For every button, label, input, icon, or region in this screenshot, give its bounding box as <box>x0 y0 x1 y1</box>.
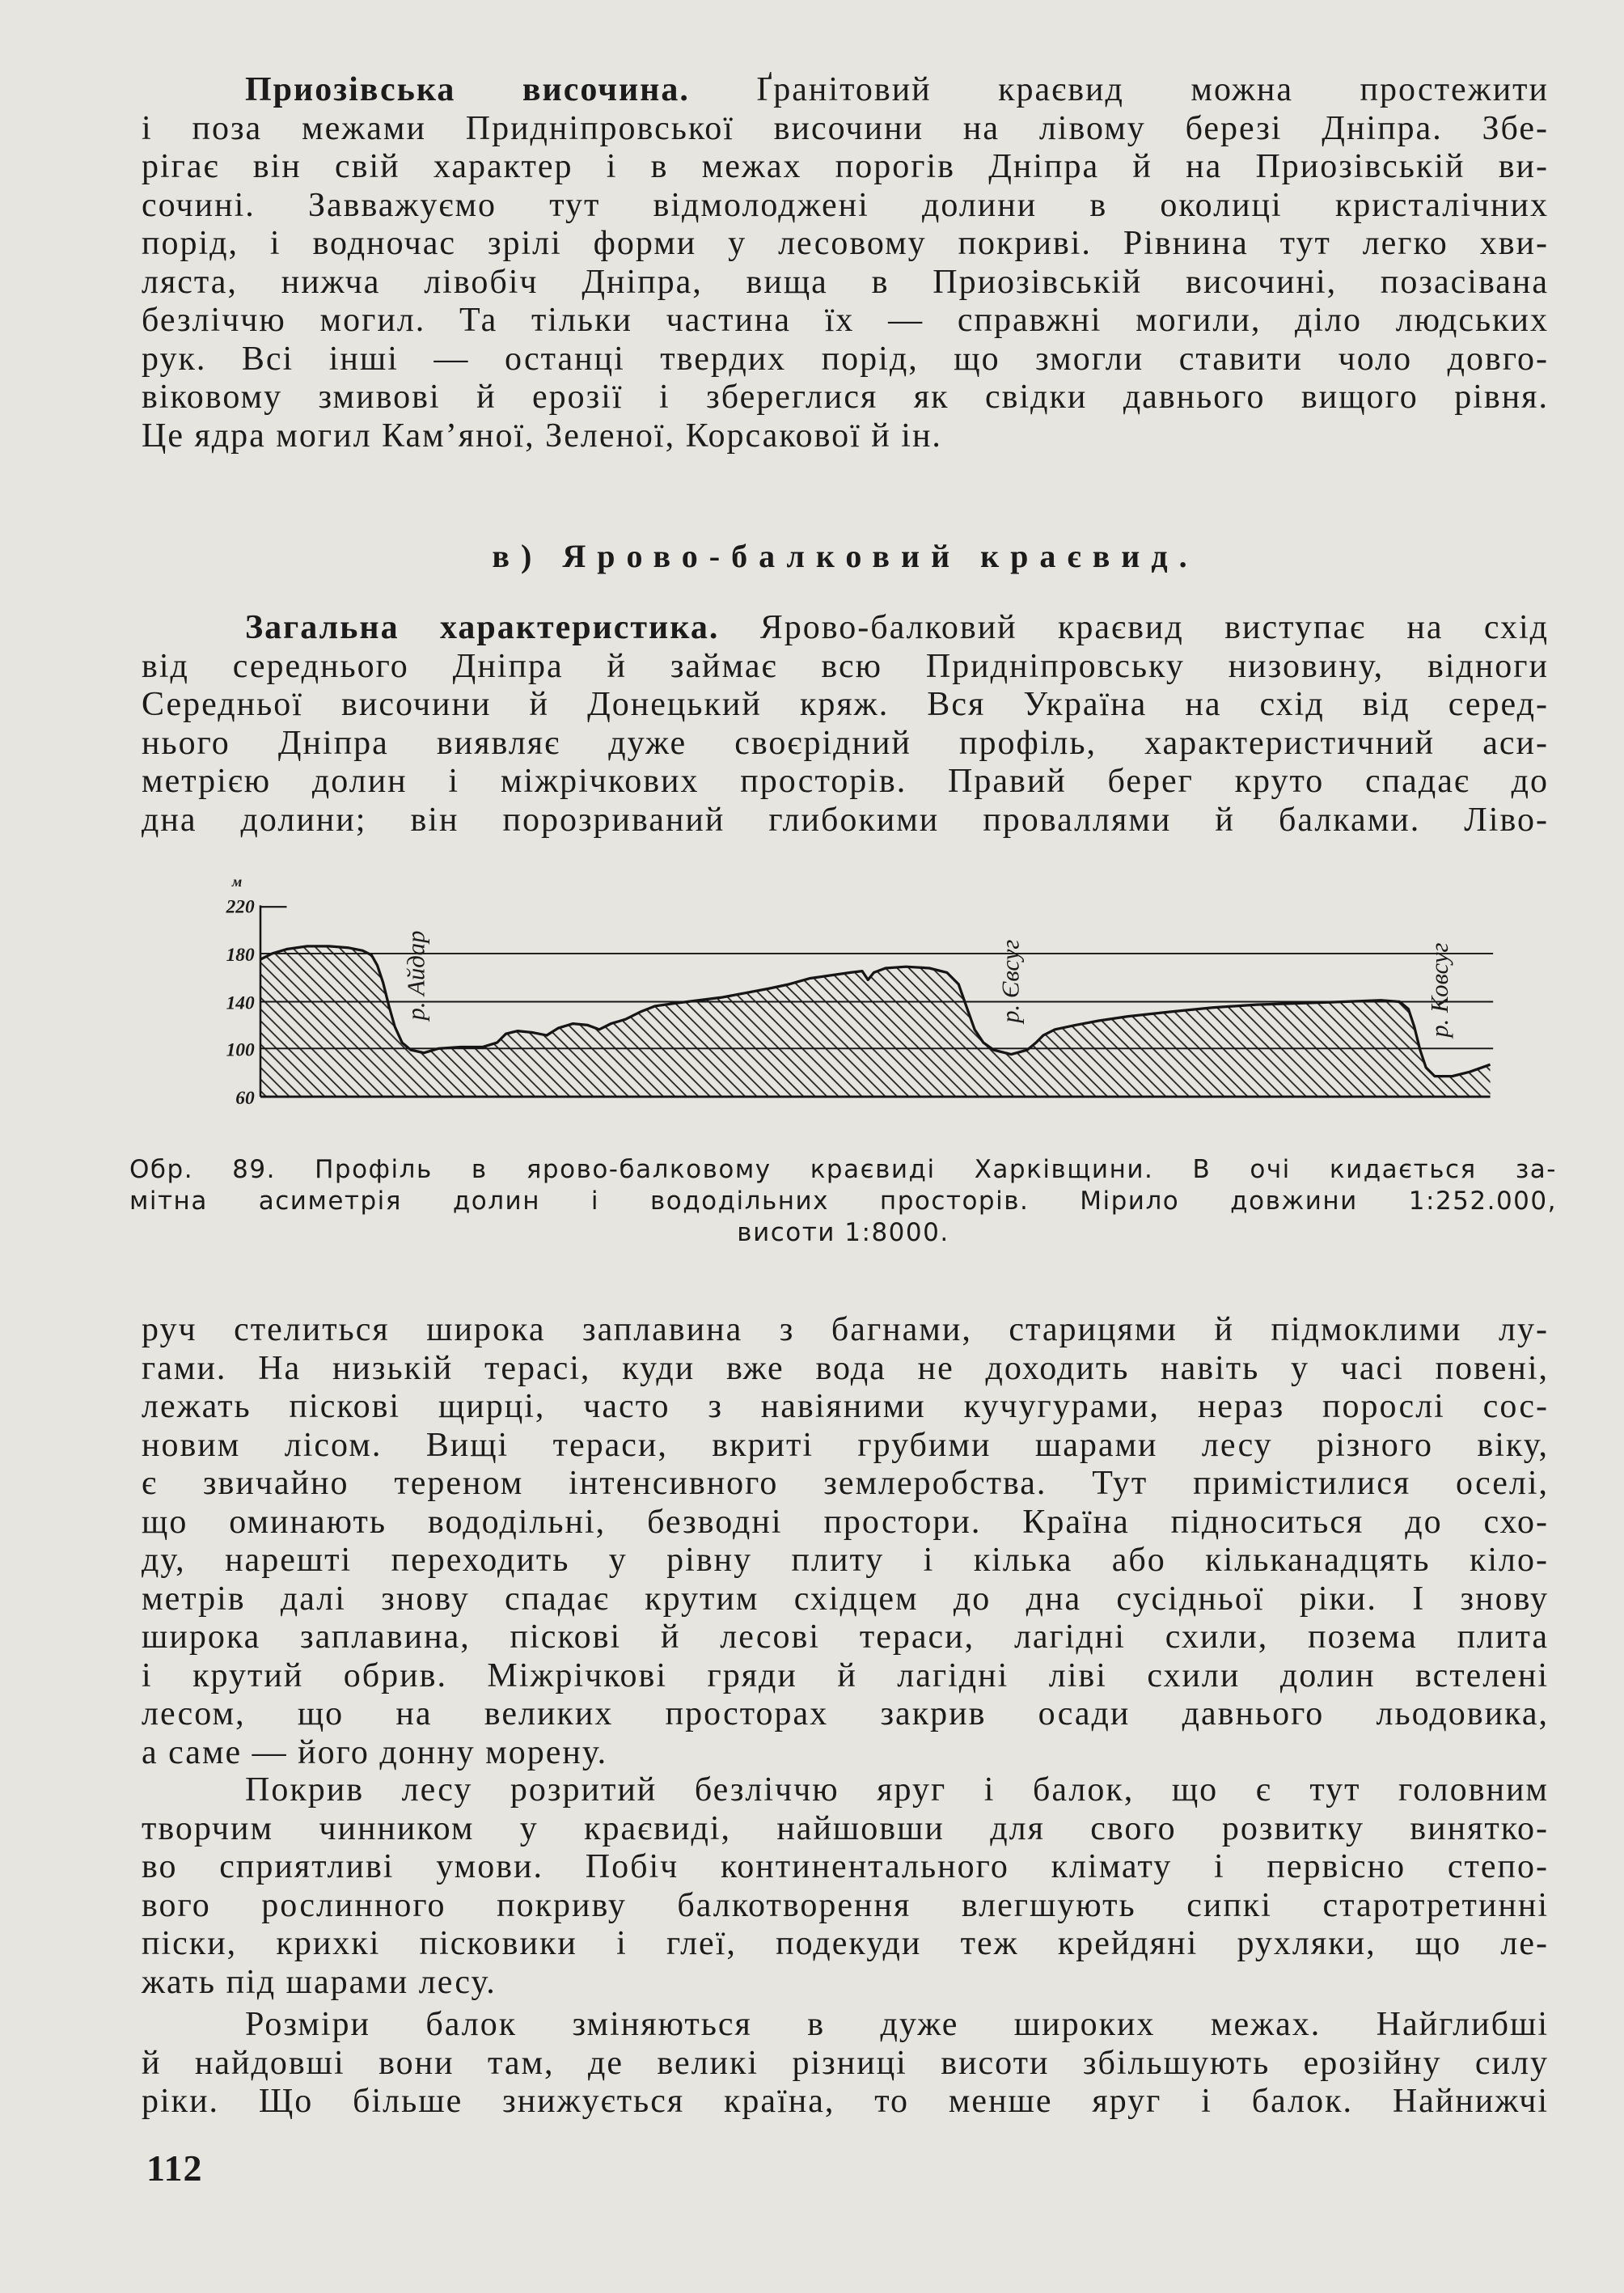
text-line: ріки. Що більше знижується країна, то менше яруг і балок. Найнижчі <box>142 2083 1549 2120</box>
text-line: сочині. Завважуємо тут відмолоджені долини в околиці кристалічних <box>142 186 1549 224</box>
text-line: руч стелиться широка заплавина з багнами, старицями й підмоклими лу- <box>142 1311 1549 1348</box>
text-line <box>142 609 1549 648</box>
text-line: і крутий обрив. Міжрічкові гряди й лагідні ліві схили долин встелені <box>142 1656 1549 1694</box>
figure-caption <box>129 1154 1557 1249</box>
section-heading: в) Ярово-балковий краєвид. <box>492 538 1199 574</box>
y-axis-unit-label: м <box>231 873 243 890</box>
text-line: широка заплавина, піскові й лесові тераси, лагідні схили, позема плита <box>142 1618 1549 1656</box>
paragraph-lead-title: Загальна характеристика. <box>245 609 720 646</box>
text-line: ляста, нижча лівобіч Дніпра, вища в Приозівській височині, позасівана <box>142 263 1549 301</box>
text-line: Розміри балок зміняються в дуже широких межах. Найглибші <box>245 2006 1549 2043</box>
text-line: метрів далі знову спадає крутим східцем до дна сусідньої ріки. І знову <box>142 1580 1549 1618</box>
y-tick-label: 60 <box>235 1087 255 1109</box>
text-run: Ґранітовий краєвид можна простежити <box>756 71 1550 108</box>
text-line: вого рослинного покриву балкотворення влегшують сипкі старотретинні <box>142 1886 1549 1924</box>
y-tick-label: 180 <box>226 944 255 966</box>
paragraph-lead-title: Приозівська височина. <box>245 71 690 108</box>
text-line: гами. На низькій терасі, куди вже вода не доходить навіть у часі повені, <box>142 1349 1549 1387</box>
text-line: жать під шарами лесу. <box>142 1963 497 2001</box>
text-line: піски, крихкі пісковики і глеї, подекуди теж крейдяні рухляки, що ле- <box>142 1925 1549 1962</box>
text-line: й найдовші вони там, де великі різниці висоти збільшують ерозійну силу <box>142 2044 1549 2082</box>
y-tick-label: 100 <box>226 1039 255 1061</box>
text-line: Це ядра могил Кам’яної, Зеленої, Корсакової й ін. <box>142 417 942 455</box>
text-line: лесом, що на великих просторах закрив осади давнього льодовика, <box>142 1695 1549 1732</box>
terrain-profile-figure <box>205 870 1505 1119</box>
text-line: Середньої височини й Донецький кряж. Вся Україна на схід від серед- <box>142 686 1549 723</box>
text-line: метрією долин і міжрічкових просторів. Правий берег круто спадає до <box>142 763 1549 800</box>
text-line: порід, і водночас зрілі форми у лесовому покриві. Рівнина тут легко хви- <box>142 225 1549 262</box>
text-line: що оминають вододільні, безводні простори. Країна підноситься до схо- <box>142 1503 1549 1541</box>
page-number: 112 <box>146 2147 203 2189</box>
text-line: Покрив лесу розритий безліччю яруг і балок, що є тут головним <box>245 1771 1549 1809</box>
text-line: лежать піскові щирці, часто з навіяними кучугурами, нераз порослі сос- <box>142 1388 1549 1425</box>
text-line <box>142 71 1549 110</box>
text-line: ду, нарешті переходить у рівну плиту і кілька або кільканадцять кіло- <box>142 1542 1549 1579</box>
caption-line: Обр. 89. Профіль в ярово-балковому краєвиді Харківщини. В очі кидається за- <box>129 1155 1557 1184</box>
paragraph-priozivska <box>142 71 1549 455</box>
text-line: рук. Всі інші — останці твердих порід, що змогли ставити чоло довго- <box>142 340 1549 378</box>
text-line: і поза межами Придніпровської височини на лівому березі Дніпра. Збе- <box>142 109 1549 147</box>
text-line: дна долини; він порозриваний глибокими проваллями й балками. Ліво- <box>142 801 1549 839</box>
paragraph-continuation <box>142 1311 1549 1772</box>
text-line: від середнього Дніпра й займає всю Придніпровську низовину, відноги <box>142 647 1549 685</box>
paragraph-sizes <box>142 2006 1549 2122</box>
caption-line: висоти 1:8000. <box>737 1218 949 1247</box>
text-line: а саме — його донну морену. <box>142 1733 608 1771</box>
text-line: творчим чинником у краєвиді, найшовши для свого розвитку винятко- <box>142 1809 1549 1847</box>
river-label-kovsuh: р. Ковсуг <box>1426 942 1454 1038</box>
profile-hatched-area <box>260 946 1491 1097</box>
text-line: віковому змивові й ерозії і збереглися як свідки давнього вищого рівня. <box>142 379 1549 416</box>
y-tick-label: 140 <box>226 992 255 1014</box>
text-line: рігає він свій характер і в межах порогів Дніпра й на Приозівській ви- <box>142 148 1549 185</box>
paragraph-ravines <box>142 1771 1549 2002</box>
text-line: нього Дніпра виявляє дуже своєрідний профіль, характеристичний аси- <box>142 724 1549 762</box>
river-label-yevsuh: р. Євсуг <box>996 939 1025 1023</box>
text-line: є звичайно тереном інтенсивного землеробства. Тут примістилися оселі, <box>142 1465 1549 1502</box>
paragraph-general <box>142 609 1549 840</box>
y-tick-label: 220 <box>226 896 255 918</box>
text-line: во сприятливі умови. Побіч континентального клімату і первісно степо- <box>142 1848 1549 1885</box>
text-line: безліччю могил. Та тільки частина їх — справжні могили, діло людських <box>142 302 1549 339</box>
river-label-aidar: р. Айдар <box>402 930 430 1021</box>
caption-line: мітна асиметрія долин і вододільних просторів. Мірило довжини 1:252.000, <box>129 1187 1557 1216</box>
text-run: Ярово-балковий краєвид виступає на схід <box>759 609 1550 646</box>
text-line: новим лісом. Вищі тераси, вкриті грубими шарами лесу різного віку, <box>142 1426 1549 1464</box>
